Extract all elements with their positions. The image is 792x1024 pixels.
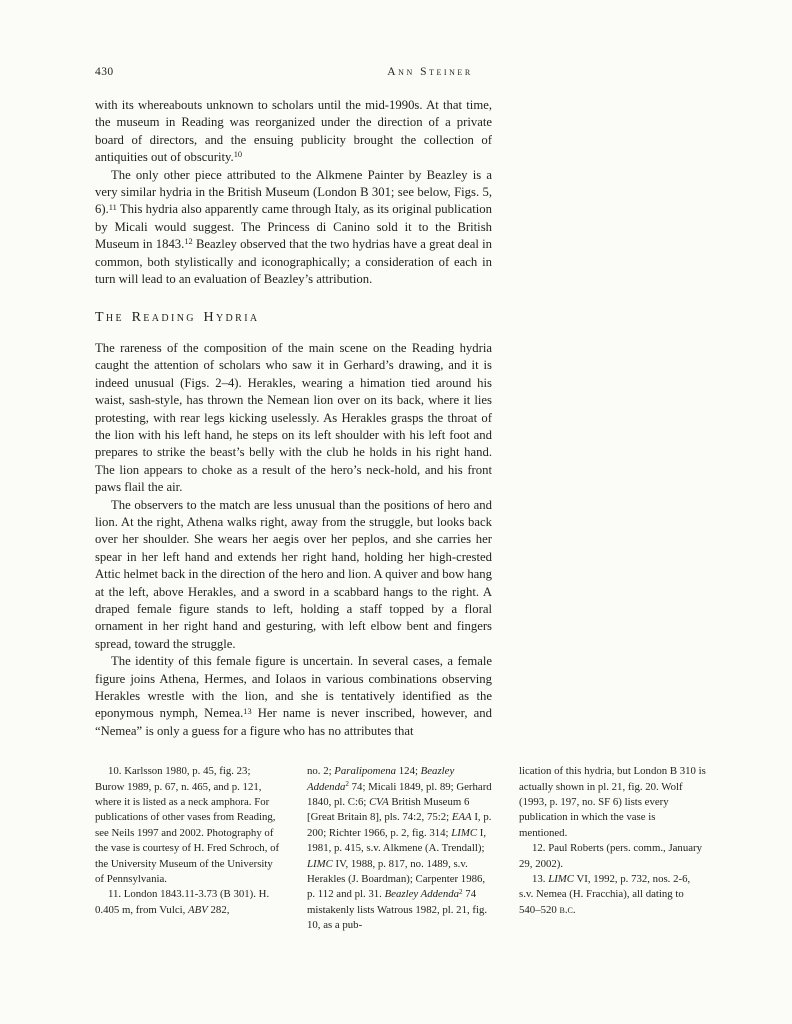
text-run: LIMC xyxy=(451,826,478,839)
paragraph xyxy=(307,764,494,933)
text-run: 74; Micali 1849, pl. 89; Gerhard 1840, pl. C:6; xyxy=(307,780,492,809)
paragraph xyxy=(95,887,282,918)
paragraph xyxy=(95,497,492,654)
text-run: EAA xyxy=(451,811,472,824)
text-run: This hydria also apparently came through Italy, as its original publication by Micali would suggest. The Princess di Canino sold it to the British Museum in 1843. xyxy=(95,202,492,252)
text-run: 10 xyxy=(233,150,243,160)
paragraph xyxy=(95,764,282,887)
text-run: LIMC xyxy=(548,873,574,886)
text-run: 2 xyxy=(345,780,349,789)
paragraph xyxy=(95,97,492,167)
footnotes xyxy=(95,764,707,933)
text-run: IV, 1988, p. 817, no. 1489, s.v. Herakles (J. Boardman); Carpenter 1986, p. 112 and pl. 31. xyxy=(307,857,486,901)
text-run: 11. London 1843.11-3.73 (B 301). H. 0.405 m, from Vulci, xyxy=(95,888,270,916)
text-run: 124; xyxy=(396,765,421,778)
body-paragraphs-after-heading xyxy=(95,340,492,740)
text-run: British Museum 6 [Great Britain 8], pls. 74:2, 75:2; xyxy=(307,796,470,824)
text-run: Her name is never inscribed, however, and “Nemea” is only a guess for a figure who has no attributes that xyxy=(95,706,492,738)
text-run: 74 mistakenly lists Watrous 1982, pl. 21, fig. 10, as a pub- xyxy=(307,888,488,932)
text-run: The identity of this female figure is uncertain. In several cases, a female figure joins Athena, Hermes, and Iolaos in various combinations observing Herakles wrestle with the lion, and she is tentatively identified as the eponymous nymph, Nemea. xyxy=(95,654,492,721)
section-heading: The Reading Hydria xyxy=(95,310,260,326)
text-run: Beazley Addenda xyxy=(384,888,460,901)
text-run: Beazley Addenda xyxy=(307,765,455,793)
paragraph xyxy=(95,653,492,740)
text-run: 12 xyxy=(184,237,193,247)
text-run: LIMC xyxy=(307,857,333,870)
text-run: I, 1981, p. 415, s.v. Alkmene (A. Trendall); xyxy=(307,826,487,855)
text-run: CVA xyxy=(369,796,389,809)
text-run: The observers to the match are less unusual than the positions of hero and lion. At the right, Athena walks right, away from the struggle, but looks back over her shoulder. She wears her aegis over her peplos, and she carries her spear in her left hand and extends her right hand, holding her high-crested Attic helmet back in the direction of the hero and lion. A quiver and bow hang at the left, above Herakles, and a sword in a scabbard hangs to the right. A draped female figure stands to left, holding a staff topped by a floral ornament in her right hand and gesturing, with left elbow bent and fingers spread, toward the struggle. xyxy=(95,497,492,651)
text-run: no. 2; xyxy=(307,765,335,778)
text-run: 10. Karlsson 1980, p. 45, fig. 23; Burow 1989, p. 67, n. 465, and p. 121, where it is listed as a neck amphora. For publications of other vases from Reading, see Neils 1997 and 2002. Photography of the vase is courtesy of H. Fred Schroch, of the University Museum of the University of Pennsylvania. xyxy=(95,765,280,886)
text-run: I, p. 200; Richter 1966, p. 2, fig. 314; xyxy=(307,811,492,839)
paragraph xyxy=(519,764,706,841)
text-run: with its whereabouts unknown to scholars until the mid-1990s. At that time, the museum in Reading was reorganized under the direction of a private board of directors, and the ensuing publicity brought the collection of antiquities out of obscurity. xyxy=(95,98,492,165)
text-run: The rareness of the composition of the main scene on the Reading hydria caught the attention of scholars who saw it in Gerhard’s drawing, and it is indeed unusual (Figs. 2–4). Herakles, wearing a himation tied around his waist, sash-style, has thrown the Nemean lion over on its back, where it lies protesting, with rear legs kicking uselessly. As Herakles grasps the throat of the lion with his left hand, he steps on its left shoulder with his left foot and prepares to strike the beast’s belly with the club he holds in his right hand. The lion appears to choke as a result of the hero’s neck-hold, and his front paws flail the air. xyxy=(95,340,492,495)
text-run: Paralipomena xyxy=(334,765,397,778)
text-run: 2 xyxy=(459,888,463,897)
text-run: 11 xyxy=(108,202,117,212)
paragraph xyxy=(519,872,706,918)
text-run: 13. xyxy=(532,873,549,886)
page-header xyxy=(95,66,707,82)
text-run: b.c. xyxy=(559,903,576,916)
footnote-column-2 xyxy=(307,764,494,933)
text-run: ABV xyxy=(188,903,208,916)
body-paragraphs-top xyxy=(95,97,492,288)
main-text-column xyxy=(95,97,492,740)
paragraph xyxy=(519,841,706,872)
footnote-column-1 xyxy=(95,764,282,933)
text-run: lication of this hydria, but London B 310 is actually shown in pl. 21, fig. 20. Wolf (1993, p. 197, no. SF 6) lists every publication in which the vase is mentioned. xyxy=(519,765,706,839)
page-number: 430 xyxy=(95,66,114,78)
text-run: 282, xyxy=(207,903,230,916)
text-run: Beazley observed that the two hydrias have a great deal in common, both stylistically and iconographically; a consideration of each in turn will lead to an evaluation of Beazley’s attribution. xyxy=(95,237,492,287)
paragraph xyxy=(95,340,492,497)
paragraph xyxy=(95,167,492,289)
text-run: The only other piece attributed to the Alkmene Painter by Beazley is a very similar hydria in the British Museum (London B 301; see below, Figs. 5, 6). xyxy=(95,167,492,217)
text-run: VI, 1992, p. 732, nos. 2-6, s.v. Nemea (H. Fracchia), all dating to 540–520 xyxy=(519,873,691,916)
text-run: 13 xyxy=(243,706,252,716)
running-head: Ann Steiner xyxy=(387,66,473,78)
footnote-column-3 xyxy=(519,764,706,933)
text-run: 12. Paul Roberts (pers. comm., January 29, 2002). xyxy=(519,842,703,870)
